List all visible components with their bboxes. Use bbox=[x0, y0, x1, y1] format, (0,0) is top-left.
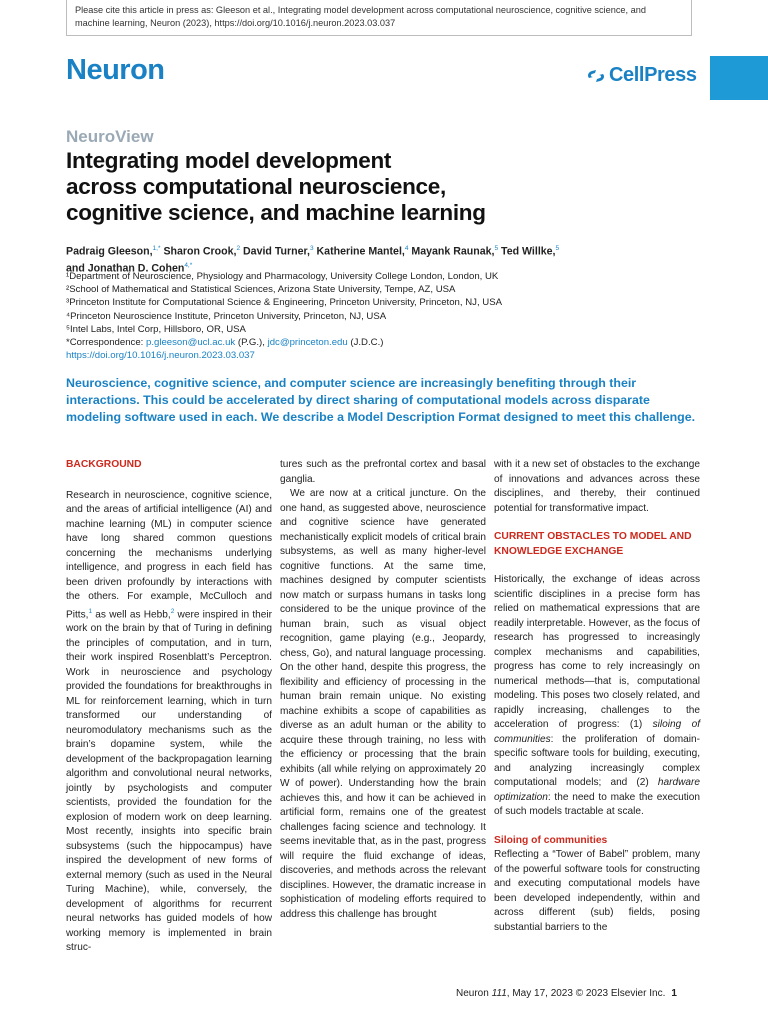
reference-link[interactable]: 1 bbox=[88, 607, 93, 615]
correspondence-label: *Correspondence: bbox=[66, 337, 146, 349]
abstract: Neuroscience, cognitive science, and computer science are increasingly benefiting through their interactions. This could be accelerated by direct sharing of computational models across disparate modeling software used in each. We describe a Model Description Format designed to meet this challenge. bbox=[66, 376, 696, 424]
paragraph: with it a new set of obstacles to the exchange of innovations and advances across these disciplines, and thereby, their continued potential for transformative impact. bbox=[494, 459, 700, 514]
cellpress-icon bbox=[586, 67, 606, 85]
title-line: cognitive science, and machine learning bbox=[66, 200, 486, 225]
correspondence-text: (J.D.C.) bbox=[347, 337, 384, 349]
footer-journal: Neuron bbox=[456, 988, 492, 999]
paragraph: Reflecting a “Tower of Babel” problem, many of the powerful software tools for constructing and executing computational models have been developed independently, within and across different (sub) fields, posing substantial barriers to the bbox=[494, 849, 700, 933]
affiliation-line: ⁵Intel Labs, Intel Corp, Hillsboro, OR, USA bbox=[66, 323, 246, 335]
author-affiliation-mark[interactable]: 1,* bbox=[152, 245, 161, 252]
paragraph: tures such as the prefrontal cortex and basal ganglia. bbox=[280, 459, 486, 485]
title-line: Integrating model development bbox=[66, 148, 392, 173]
section-heading-obstacles: CURRENT OBSTACLES TO MODEL AND KNOWLEDGE EXCHANGE bbox=[494, 531, 692, 557]
subsection-heading-siloing: Siloing of communities bbox=[494, 834, 608, 846]
correspondence-text: (P.G.), bbox=[235, 337, 268, 349]
author-name: Sharon Crook, bbox=[163, 245, 237, 258]
author-affiliation-mark[interactable]: 5 bbox=[494, 245, 499, 252]
doi-link[interactable]: https://doi.org/10.1016/j.neuron.2023.03.037 bbox=[66, 350, 255, 362]
paragraph-text: : the need to make the execution of such models tractable at scale. bbox=[494, 791, 700, 817]
footer-date: , May 17, 2023 © 2023 Elsevier Inc. bbox=[506, 988, 666, 999]
publisher-name: CellPress bbox=[609, 64, 697, 86]
author-name: and Jonathan D. Cohen bbox=[66, 262, 185, 275]
affiliation-line: ⁴Princeton Neuroscience Institute, Princeton University, Princeton, NJ, USA bbox=[66, 310, 387, 322]
emphasis-text: siloing of communities bbox=[494, 719, 700, 745]
affiliation-line: ¹Department of Neuroscience, Physiology and Pharmacology, University College London, London, UK bbox=[66, 271, 499, 282]
author-name: David Turner, bbox=[243, 245, 310, 258]
title-line: across computational neuroscience, bbox=[66, 174, 446, 199]
cellpress-logo[interactable] bbox=[586, 64, 697, 87]
citation-notice bbox=[66, 0, 692, 36]
email-link-gleeson[interactable]: p.gleeson@ucl.ac.uk bbox=[146, 337, 236, 349]
email-link-cohen[interactable]: jdc@princeton.edu bbox=[267, 337, 348, 349]
author-affiliation-mark[interactable]: 4 bbox=[404, 245, 409, 252]
section-label: NeuroView bbox=[66, 127, 154, 146]
author-name: Padraig Gleeson, bbox=[66, 245, 153, 258]
affiliations bbox=[66, 270, 706, 362]
paragraph-text: Research in neuroscience, cognitive science, and the areas of artificial intelligence (AI) and machine learning (ML) in computer science have long shared common questions concerning the mechanisms underlying intelligence, and progress in each field has been driven profoundly by interactions with the others. For example, McCulloch and Pitts, bbox=[66, 489, 272, 620]
page-number: 1 bbox=[671, 988, 677, 999]
citation-text: Please cite this article in press as: Gleeson et al., Integrating model development across computational neuroscience, cognitive science, and machine learning, Neuron (2023), https://doi.org/10.1016/j.neuron.2023.03.037 bbox=[75, 5, 646, 28]
journal-logo[interactable]: Neuron bbox=[66, 54, 165, 86]
reference-link[interactable]: 2 bbox=[170, 607, 175, 615]
body-column-1 bbox=[66, 458, 272, 956]
paragraph-text: Historically, the exchange of ideas across scientific disciplines in a precise form has relied on mathematical expressions that are readily interpretable. However, as the focus of research has progressed to increasingly complex mechanisms and capabilities, progress has come to rely increasingly on numerical methods—that is, computational modeling. This poses two closely related, and rapidly increasing, challenges to the acceleration of progress: (1) bbox=[494, 574, 700, 730]
section-heading-background: BACKGROUND bbox=[66, 459, 142, 470]
body-column-2 bbox=[280, 458, 486, 922]
paragraph-text: : the proliferation of domain-specific software tools for building, executing, and analyzing increasingly complex computational models; and (2) bbox=[494, 733, 700, 788]
correspondence bbox=[66, 336, 706, 349]
body-column-3 bbox=[494, 458, 700, 935]
paragraph-text: as well as Hebb, bbox=[92, 608, 171, 620]
author-name: Mayank Raunak, bbox=[411, 245, 495, 258]
paragraph bbox=[66, 489, 272, 956]
paragraph bbox=[494, 573, 700, 820]
author-affiliation-mark[interactable]: 3 bbox=[309, 245, 314, 252]
affiliation-line: ²School of Mathematical and Statistical Sciences, Arizona State University, Tempe, AZ, USA bbox=[66, 284, 456, 296]
article-title bbox=[66, 148, 686, 226]
author-name: Ted Willke, bbox=[501, 245, 556, 258]
author-affiliation-mark[interactable]: 2 bbox=[236, 245, 241, 252]
footer-volume: 111 bbox=[491, 988, 507, 999]
author-name: Katherine Mantel, bbox=[316, 245, 405, 258]
brand-tab bbox=[710, 56, 768, 100]
author-affiliation-mark[interactable]: 4,* bbox=[184, 262, 193, 270]
author-affiliation-mark[interactable]: 5 bbox=[555, 245, 560, 252]
page-footer bbox=[456, 988, 677, 999]
paragraph: We are now at a critical juncture. On the one hand, as suggested above, neuroscience and cognitive science have generated mechanistically explicit models of critical brain subsystems, as well as many higher-level cognitive functions. At the same time, machines designed by computer scientists now match or surpass humans in tasks long considered to be the unique province of the human brain, such as visual object recognition, game playing (e.g., Jeopardy, chess, Go), and natural language processing. On the other hand, despite this progress, the flexibility and efficiency of processing in the human brain remain unique. No existing machine exhibits a scope of capabilities as diverse as an adult human or the ability to acquire these through training, no less with the efficiency or processing that the brain exhibits (all while relying on approximately 20 W of power). Understanding how the brain achieves this, and how it can be achieved in artificial form, remains one of the greatest challenges facing science and technology. It seems inevitable that, as in the past, progress will require the fluid exchange of ideas, discoveries, and methods across the relevant disciplines. However, the dramatic increase in sophistication of modeling efforts required to address this challenge has brought bbox=[280, 488, 486, 920]
paragraph-text: were inspired in their work on the brain by that of Turing in defining the principles of computation, and in turn, their work inspired Rosenblatt’s Perceptron. Work in neuroscience and psychology provided the foundations for breakthroughs in ML for reinforcement learning, which in turn transformed our understanding of neuromodulatory mechanisms such as the brain’s dopamine system, while the development of the backpropagation learning algorithm and convolutional neural networks, jointly by psychologists and computer scientists, provided the foundation for the explosion of modern work on deep learning. Most recently, insights into specific brain subsystems (such the hippocampus) have inspired the development of new forms of external memory (such as used in the Neural Turing Machine), while, conversely, the development of algorithms for recurrent neural networks has guided models of how working memory is implemented in brain struc- bbox=[66, 608, 272, 954]
emphasis-text: hardware optimization bbox=[494, 777, 700, 803]
affiliation-line: ³Princeton Institute for Computational Science & Engineering, Princeton University, Princeton, NJ, USA bbox=[66, 297, 503, 309]
